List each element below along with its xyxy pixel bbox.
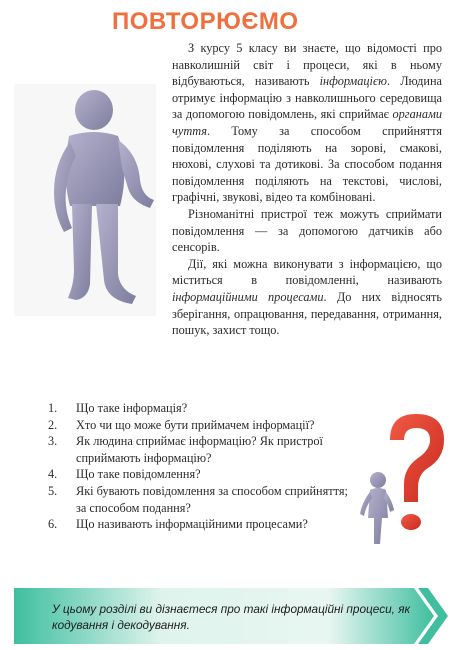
section-note-banner <box>14 588 454 644</box>
list-item: 3. Як людина сприймає інформацію? Як пристрої сприймають інформацію? <box>48 434 323 465</box>
list-item: 1. Що таке інформація? <box>48 401 188 415</box>
question-mark-figure-icon <box>350 410 450 550</box>
review-questions-list <box>48 400 348 533</box>
page-title: ПОВТОРЮЄМО <box>112 8 299 35</box>
intro-paragraph-3: Дії, які можна виконувати з інформацією, що міститься в повідомленні, називають інформаційними процесами. До них відносять зберігання, опрацювання, передавання, отримання, пошук, захист тощо. <box>172 256 443 338</box>
list-item: 5. Які бувають повідомлення за способом сприйняття; за способом подання? <box>48 483 348 515</box>
list-item: 6. Що називають інформаційними процесами? <box>48 517 308 532</box>
banner-text: У цьому розділі ви дізнаєтеся про такі інформаційні процеси, як кодування і декодування. <box>52 602 411 632</box>
intro-text <box>172 40 442 339</box>
intro-paragraph-1: З курсу 5 класу ви знаєте, що відомості про навколишній світ і процеси, які в ньому відбуваються, називають інформацією. Людина отримує інформацію з навколишнього середовища за допомогою повідомлень, які сприймає органами чуття. Тому за способом сприйняття повідомлення поділяють на зорові, смакові, нюхові, слухові та дотикові. За способом подання повідомлення поділяють на текстові, числові, графічні, звукові, відео та комбіновані. <box>172 41 442 205</box>
intro-paragraph-2: Різноманітні пристрої теж можуть сприймати повідомлення — за допомогою датчиків або сенсорів. <box>172 206 442 255</box>
person-figure-icon <box>14 84 156 316</box>
list-item: 4. Що таке повідомлення? <box>48 467 201 482</box>
thinking-figure-illustration <box>14 84 156 316</box>
list-item: 2. Хто чи що може бути приймачем інформації? <box>48 417 315 432</box>
